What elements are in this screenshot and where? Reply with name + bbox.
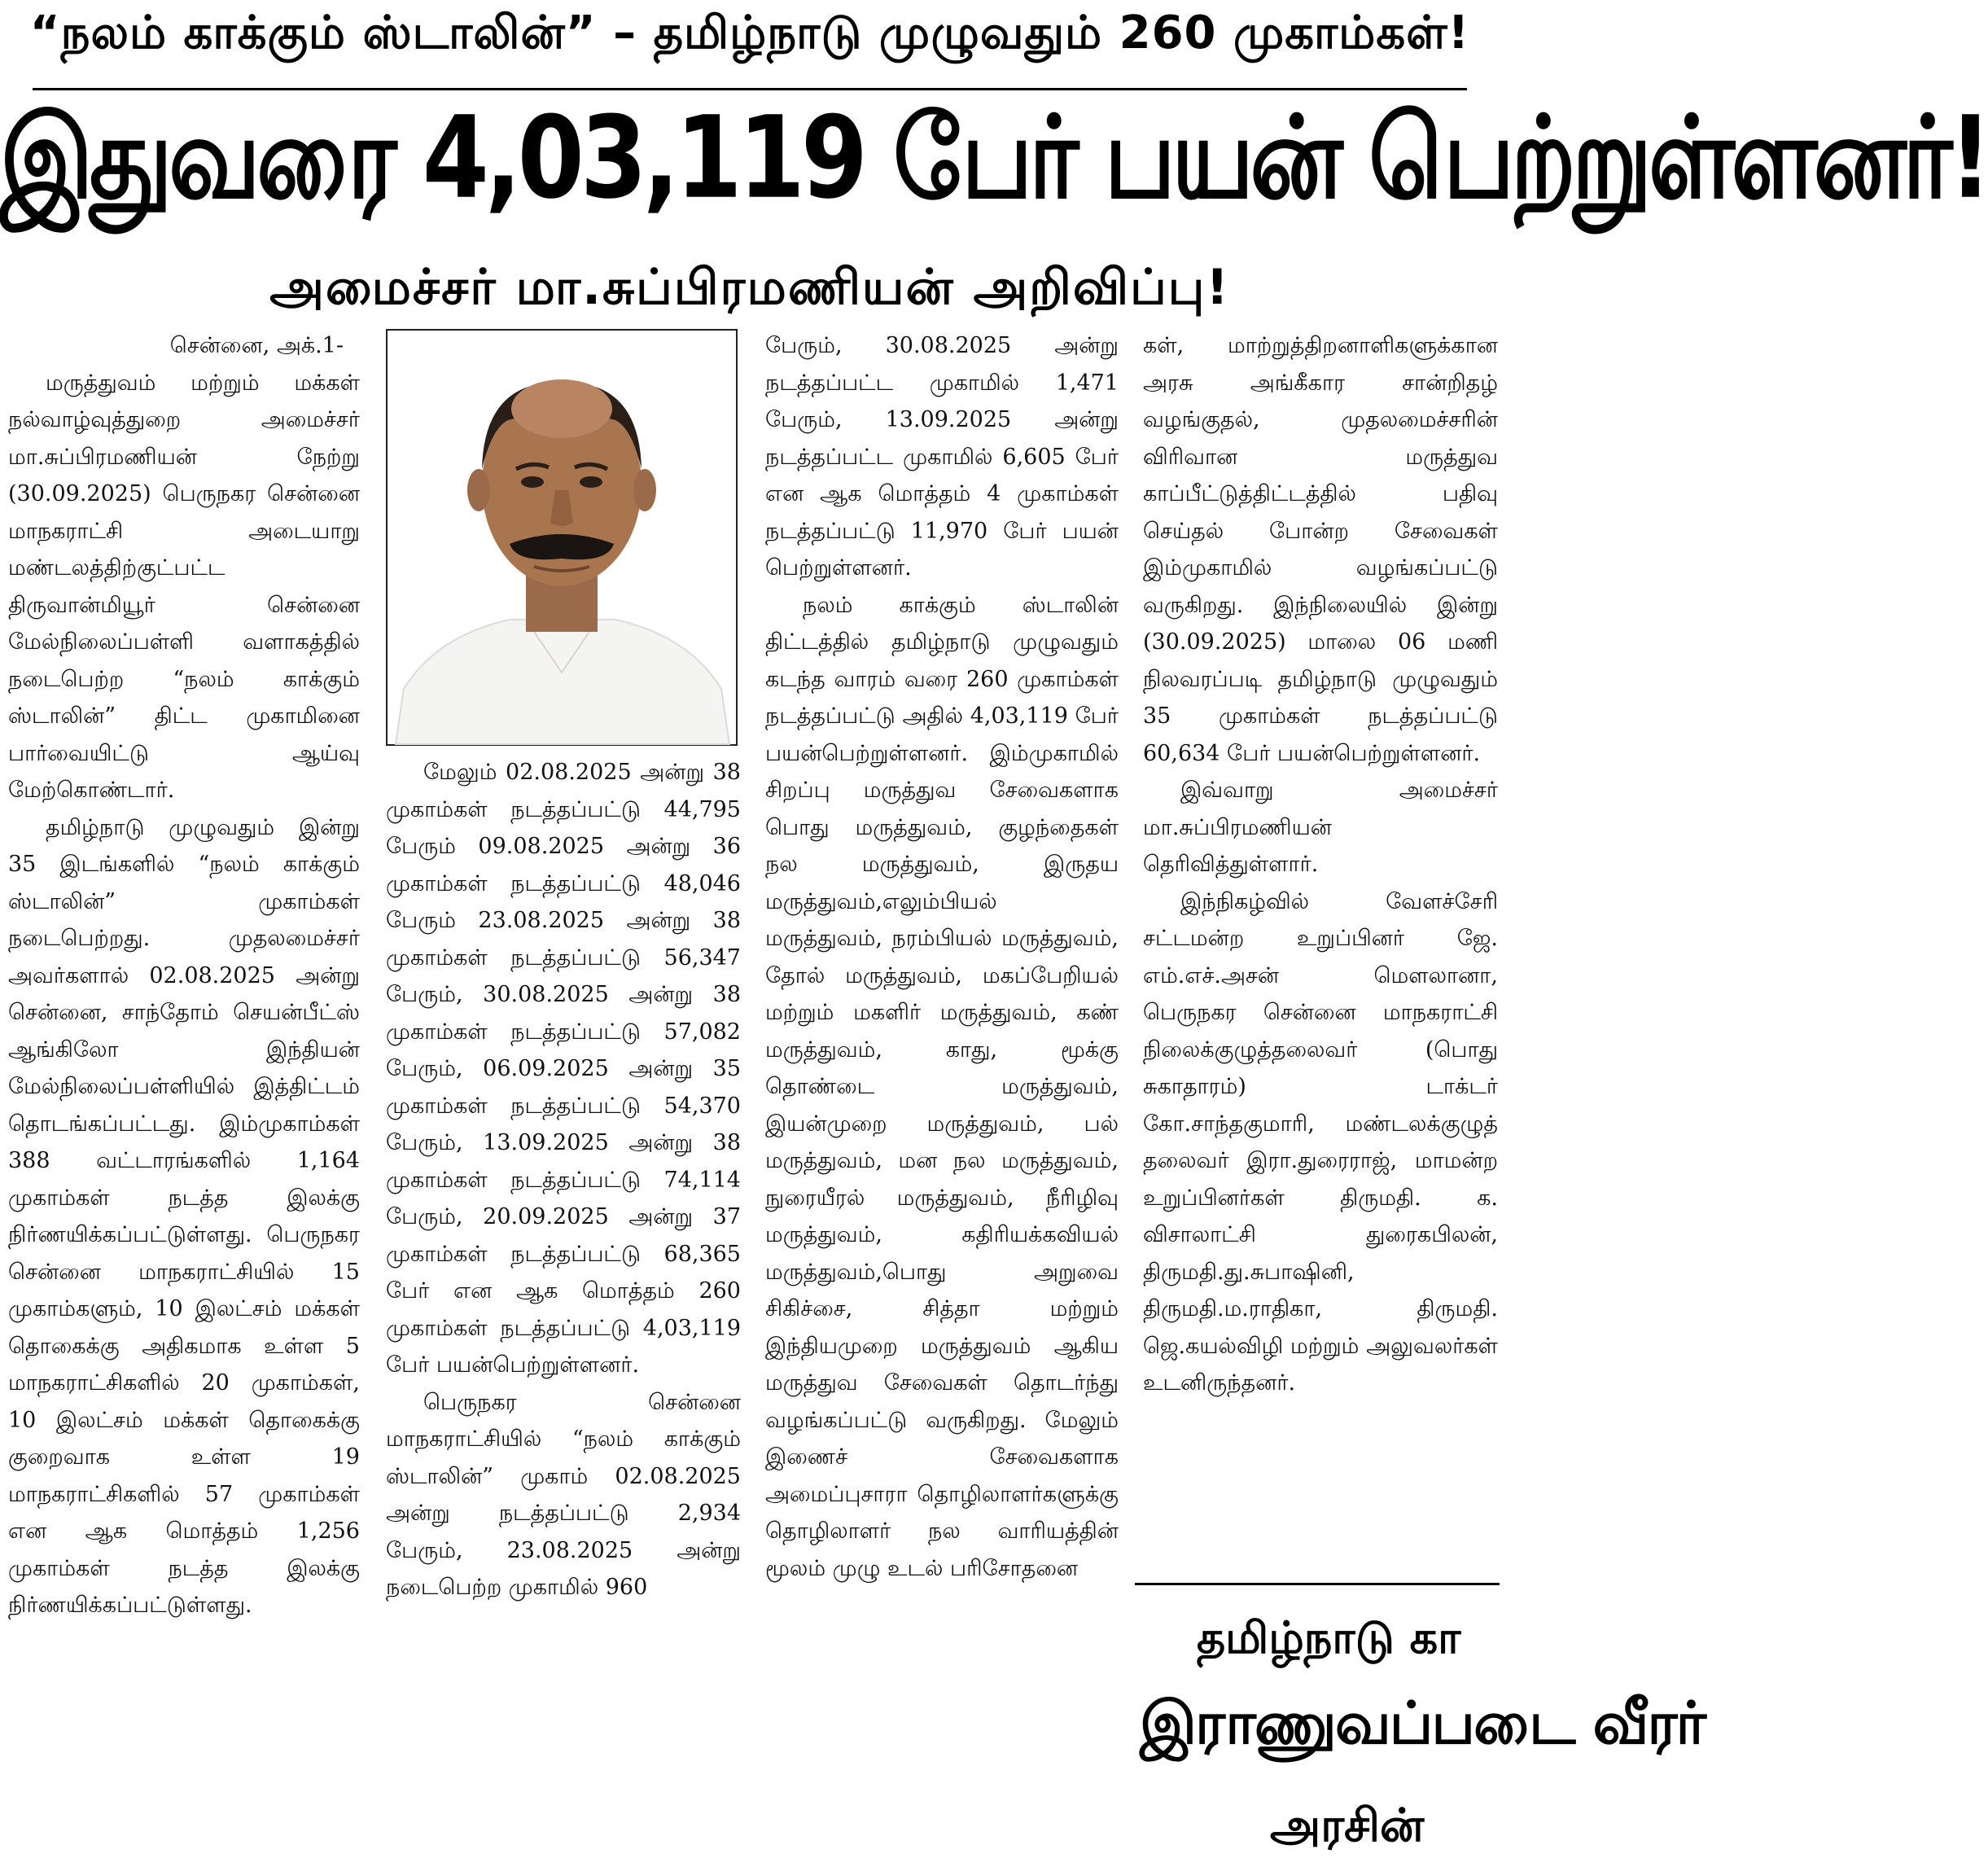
paragraph: நலம் காக்கும் ஸ்டாலின் திட்டத்தில் தமிழ்நாடு முழுவதும் கடந்த வாரம் வரை 260 முகாம்கள் நடத்தப்பட்டு அதில் 4,03,119 பேர் பயன்பெற்றுள்ளனர். இம்முகாமில் சிறப்பு மருத்துவ சேவைகளாக பொது மருத்துவம், குழந்தைகள் நல மருத்துவம், இருதய மருத்துவம்,எலும்பியல் மருத்துவம், நரம்பியல் மருத்துவம், தோல் மருத்துவம், மகப்பேறியல் மற்றும் மகளிர் மருத்துவம், கண் மருத்துவம், காது, மூக்கு தொண்டை மருத்துவம், இயன்முறை மருத்துவம், பல் மருத்துவம், மன நல மருத்துவம், நுரையீரல் மருத்துவம், நீரிழிவு மருத்துவம், கதிரியக்கவியல் மருத்துவம்,பொது அறுவை சிகிச்சை, சித்தா மற்றும் இந்தியமுறை மருத்துவம் ஆகிய மருத்துவ சேவைகள் தொடர்ந்து வழங்கப்பட்டு வருகிறது. மேலும் இணைச் சேவைகளாக அமைப்புசாரா தொழிலாளர்களுக்கு தொழிலாளர் நல வாரியத்தின் மூலம் முழு உடல் பரிசோதனை	[765, 592, 1119, 1581]
article-column-3	[765, 327, 1119, 1587]
paragraph: தமிழ்நாடு முழுவதும் இன்று 35 இடங்களில் “நலம் காக்கும் ஸ்டாலின்” முகாம்கள் நடைபெற்றது. முதலமைச்சர் அவர்களால் 02.08.2025 அன்று சென்னை, சாந்தோம் செயன்பீட்ஸ் ஆங்கிலோ இந்தியன் மேல்நிலைப்பள்ளியில் இத்திட்டம் தொடங்கப்பட்டது. இம்முகாம்கள் 388 வட்டாரங்களில் 1,164 முகாம்கள் நடத்த இலக்கு நிர்ணயிக்கப்பட்டுள்ளது. பெருநகர சென்னை மாநகராட்சியில் 15 முகாம்களும், 10 இலட்சம் மக்கள் தொகைக்கு அதிகமாக உள்ள 5 மாநகராட்சிகளில் 20 முகாம்கள், 10 இலட்சம் மக்கள் தொகைக்கு குறைவாக உள்ள 19 மாநகராட்சிகளில் 57 முகாம்கள் என ஆக மொத்தம் 1,256 முகாம்கள் நடத்த இலக்கு நிர்ணயிக்கப்பட்டுள்ளது.	[8, 814, 360, 1618]
paragraph: இந்நிகழ்வில் வேளச்சேரி சட்டமன்ற உறுப்பினர் ஜே. எம்.எச்.அசன் மௌலானா, பெருநகர சென்னை மாநகராட்சி நிலைக்குழுத்தலைவர் (பொது சுகாதாரம்) டாக்டர் கோ.சாந்தகுமாரி, மண்டலக்குழுத் தலைவர் இரா.துரைராஜ், மாமன்ற உறுப்பினர்கள் திருமதி. க. விசாலாட்சி துரைகபிலன், திருமதி.து.சுபாஷினி, திருமதி.ம.ராதிகா, திருமதி. ஜெ.கயல்விழி மற்றும் அலுவலர்கள் உடனிருந்தனர்.	[1143, 888, 1498, 1396]
kicker-divider	[33, 88, 1467, 90]
minister-portrait-icon	[388, 331, 736, 744]
paragraph: இவ்வாறு அமைச்சர் மா.சுப்பிரமணியன் தெரிவித்துள்ளார்.	[1143, 778, 1498, 877]
dateline: சென்னை, அக்.1-	[169, 333, 344, 358]
paragraph: மருத்துவம் மற்றும் மக்கள் நல்வாழ்வுத்துறை அமைச்சர் மா.சுப்பிரமணியன் நேற்று (30.09.2025) பெருநகர சென்னை மாநகராட்சி அடையாறு மண்டலத்திற்குட்பட்ட திருவான்மியூர் சென்னை மேல்நிலைப்பள்ளி வளாகத்தில் நடைபெற்ற “நலம் காக்கும் ஸ்டாலின்” திட்ட முகாமினை பார்வையிட்டு ஆய்வு மேற்கொண்டார்.	[8, 370, 360, 803]
article-subheadline: அமைச்சர் மா.சுப்பிரமணியன் அறிவிப்பு!	[269, 259, 1230, 316]
teaser-headline: இராணுவப்படை வீரர்	[1140, 1689, 1706, 1757]
article-column-1	[8, 327, 360, 1624]
paragraph: பேரும், 30.08.2025 அன்று நடத்தப்பட்ட முகாமில் 1,471 பேரும், 13.09.2025 அன்று நடத்தப்பட்ட முகாமில் 6,605 பேர் என ஆக மொத்தம் 4 முகாம்கள் நடத்தப்பட்டு 11,970 பேர் பயன் பெற்றுள்ளனர்.	[765, 333, 1119, 581]
minister-photo	[386, 329, 738, 746]
paragraph: கள், மாற்றுத்திறனாளிகளுக்கான அரசு அங்கீகார சான்றிதழ் வழங்குதல், முதலமைச்சரின் விரிவான மருத்துவ காப்பீட்டுத்திட்டத்தில் பதிவு செய்தல் போன்ற சேவைகள் இம்முகாமில் வழங்கப்பட்டு வருகிறது. இந்நிலையில் இன்று (30.09.2025) மாலை 06 மணி நிலவரப்படி தமிழ்நாடு முழுவதும் 35 முகாம்கள் நடத்தப்பட்டு 60,634 பேர் பயன்பெற்றுள்ளனர்.	[1143, 333, 1498, 766]
article-headline: இதுவரை 4,03,119 பேர் பயன் பெற்றுள்ளனர்!	[0, 91, 1988, 224]
teaser-subheadline: அரசின்	[1270, 1799, 1425, 1852]
teaser-kicker: தமிழ்நாடு கா	[1197, 1612, 1461, 1663]
teaser-divider	[1135, 1583, 1500, 1585]
paragraph: பெருநகர சென்னை மாநகராட்சியில் “நலம் காக்கும் ஸ்டாலின்” முகாம் 02.08.2025 அன்று நடத்தப்பட்டு 2,934 பேரும், 23.08.2025 அன்று நடைபெற்ற முகாமில் 960	[386, 1389, 741, 1600]
article-column-2	[386, 754, 741, 1606]
paragraph: மேலும் 02.08.2025 அன்று 38 முகாம்கள் நடத்தப்பட்டு 44,795 பேரும் 09.08.2025 அன்று 36 முகாம்கள் நடத்தப்பட்டு 48,046 பேரும் 23.08.2025 அன்று 38 முகாம்கள் நடத்தப்பட்டு 56,347 பேரும், 30.08.2025 அன்று 38 முகாம்கள் நடத்தப்பட்டு 57,082 பேரும், 06.09.2025 அன்று 35 முகாம்கள் நடத்தப்பட்டு 54,370 பேரும், 13.09.2025 அன்று 38 முகாம்கள் நடத்தப்பட்டு 74,114 பேரும், 20.09.2025 அன்று 37 முகாம்கள் நடத்தப்பட்டு 68,365 பேர் என ஆக மொத்தம் 260 முகாம்கள் நடத்தப்பட்டு 4,03,119 பேர் பயன்பெற்றுள்ளனர்.	[386, 760, 741, 1378]
article-kicker: “நலம் காக்கும் ஸ்டாலின்” – தமிழ்நாடு முழுவதும் 260 முகாம்கள்!	[29, 7, 1470, 59]
article-column-4	[1143, 327, 1498, 1402]
